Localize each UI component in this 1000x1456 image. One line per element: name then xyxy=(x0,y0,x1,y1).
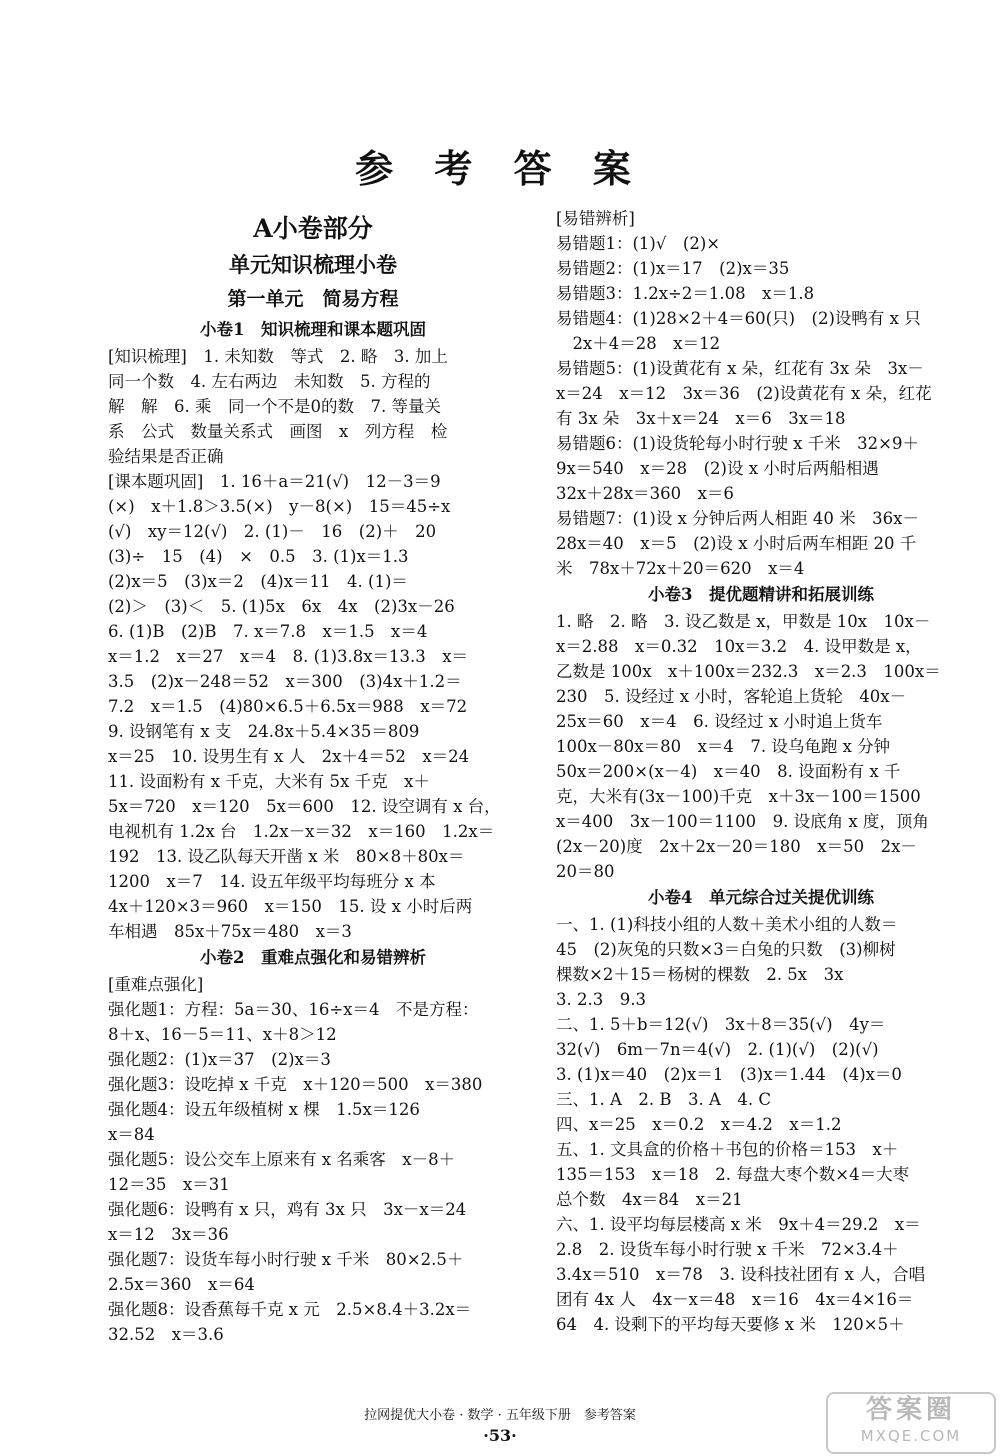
page-title: 参 考 答 案 xyxy=(355,146,645,191)
answer-line: 135＝153 x＝18 2. 每盘大枣个数×4＝大枣 xyxy=(556,1165,910,1184)
answer-line: 192 13. 设乙队每天开凿 x 米 80×8＋80x＝ xyxy=(108,847,465,866)
answer-line: 强化题6：设鸭有 x 只，鸡有 3x 只 3x－x＝24 xyxy=(108,1200,467,1219)
answer-line: 25x＝60 x＝4 6. 设经过 x 小时追上货车 xyxy=(556,712,883,731)
quiz3-answers xyxy=(556,609,966,884)
answer-line: 米 78x＋72x＋20＝620 x＝4 xyxy=(556,559,805,578)
answer-line: 四、x＝25 x＝0.2 x＝4.2 x＝1.2 xyxy=(556,1115,842,1134)
answer-line: 50x＝200×(x－4) x＝40 8. 设面粉有 x 千 xyxy=(556,762,901,781)
answer-line: 1. 略 2. 略 3. 设乙数是 x，甲数是 10x 10x－ xyxy=(556,612,931,631)
answer-line: 9x＝540 x＝28 (2)设 x 小时后两船相遇 xyxy=(556,459,879,478)
answer-line: (2)＞ (3)＜ 5. (1)5x 6x 4x (2)3x－26 xyxy=(108,597,455,616)
unit1-title: 第一单元 简易方程 xyxy=(227,288,399,310)
answer-line: 32x＋28x＝360 x＝6 xyxy=(556,484,734,503)
answer-line: 强化题8：设香蕉每千克 x 元 2.5×8.4＋3.2x＝ xyxy=(108,1300,472,1319)
answer-line: 12＝35 x＝31 xyxy=(108,1175,230,1194)
answer-line: 一、1. (1)科技小组的人数＋美术小组的人数＝ xyxy=(556,915,898,934)
answer-line: [易错辨析] xyxy=(556,209,635,228)
answer-line: (2x－20)度 2x＋2x－20＝180 x＝50 2x－ xyxy=(556,837,917,856)
quiz4-title: 小卷4 单元综合过关提优训练 xyxy=(648,888,874,907)
answer-line: 2x＋4＝28 x＝12 xyxy=(556,334,721,353)
quiz4-answers xyxy=(556,912,966,1337)
answer-line: 2.5x＝360 x＝64 xyxy=(108,1275,255,1294)
answer-line: 6. (1)B (2)B 7. x＝7.8 x＝1.5 x＝4 xyxy=(108,622,428,641)
answer-line: (√) xy＝12(√) 2. (1)－ 16 (2)＋ 20 xyxy=(108,522,437,541)
answer-line: (3)÷ 15 (4) × 0.5 3. (1)x＝1.3 xyxy=(108,547,409,566)
answer-line: 电视机有 1.2x 台 1.2x－x＝32 x＝160 1.2x＝ xyxy=(108,822,495,841)
answer-line: 易错题5：(1)设黄花有 x 朵，红花有 3x 朵 3x－ xyxy=(556,359,924,378)
answer-line: 9. 设钢笔有 x 支 24.8x＋5.4×35＝809 xyxy=(108,722,420,741)
right-column xyxy=(556,206,966,1337)
answer-line: 230 5. 设经过 x 小时，客轮追上货轮 40x－ xyxy=(556,687,907,706)
answer-line: 易错题3：1.2x÷2＝1.08 x＝1.8 xyxy=(556,284,815,303)
quiz1-title: 小卷1 知识梳理和课本题巩固 xyxy=(200,320,426,339)
answer-line: 棵数×2＋15＝杨树的棵数 2. 5x 3x xyxy=(556,965,844,984)
part-title: A小卷部分 xyxy=(253,214,373,243)
answer-line: 100x－80x＝80 x＝4 7. 设乌龟跑 x 分钟 xyxy=(556,737,891,756)
answer-line: 64 4. 设剩下的平均每天要修 x 米 120×5＋ xyxy=(556,1315,905,1334)
answer-line: x＝1.2 x＝27 x＝4 8. (1)3.8x＝13.3 x＝ xyxy=(108,647,469,666)
answer-line: 32.52 x＝3.6 xyxy=(108,1325,224,1344)
answer-line: 强化题1：方程：5a＝30、16÷x＝4 不是方程： xyxy=(108,1000,479,1019)
answer-line: 4x＋120×3＝960 x＝150 15. 设 x 小时后两 xyxy=(108,897,473,916)
answer-line: [知识梳理] 1. 未知数 等式 2. 略 3. 加上 xyxy=(108,347,448,366)
answer-line: 总个数 4x＝84 x＝21 xyxy=(556,1190,743,1209)
answer-line: x＝24 x＝12 3x＝36 (2)设黄花有 x 朵，红花 xyxy=(556,384,932,403)
answer-line: 45 (2)灰兔的只数×3＝白兔的只数 (3)柳树 xyxy=(556,940,896,959)
answer-line: (×) x＋1.8＞3.5(×) y－8(×) 15＝45÷x xyxy=(108,497,451,516)
quiz2-title: 小卷2 重难点强化和易错辨析 xyxy=(200,948,426,967)
answer-line: x＝400 3x－100＝1100 9. 设底角 x 度，顶角 xyxy=(556,812,929,831)
answer-line: 3.5 (2)x－248＝52 x＝300 (3)4x＋1.2＝ xyxy=(108,672,462,691)
answer-line: 7.2 x＝1.5 (4)80×6.5＋6.5x＝988 x＝72 xyxy=(108,697,468,716)
answer-line: 易错题4：(1)28×2＋4＝60(只) (2)设鸭有 x 只 xyxy=(556,309,921,328)
watermark-text: 答案圈 xyxy=(865,1395,956,1425)
answer-line: 系 公式 数量关系式 画图 x 列方程 检 xyxy=(108,422,448,441)
answer-line: 3. (1)x＝40 (2)x＝1 (3)x＝1.44 (4)x＝0 xyxy=(556,1065,902,1084)
answer-line: 强化题7：设货车每小时行驶 x 千米 80×2.5＋ xyxy=(108,1250,464,1269)
answer-line: 11. 设面粉有 x 千克，大米有 5x 千克 x＋ xyxy=(108,772,430,791)
quiz2-answers xyxy=(108,972,518,1347)
answer-line: 车相遇 85x＋75x＝480 x＝3 xyxy=(108,922,352,941)
answer-line: 32(√) 6m－7n＝4(√) 2. (1)(√) (2)(√) xyxy=(556,1040,879,1059)
left-column xyxy=(108,206,518,1347)
answer-line: 强化题4：设五年级植树 x 棵 1.5x＝126 xyxy=(108,1100,420,1119)
error-analysis-answers xyxy=(556,206,966,581)
answer-line: 验结果是否正确 xyxy=(108,447,224,466)
answer-line: 乙数是 100x x＋100x＝232.3 x＝2.3 100x＝ xyxy=(556,662,941,681)
page-footer: 拉网提优大小卷 · 数学 · 五年级下册 参考答案 xyxy=(364,1408,636,1423)
answer-line: 8＋x、16－5＝11、x＋8＞12 xyxy=(108,1025,337,1044)
answer-line: 五、1. 文具盒的价格＋书包的价格＝153 x＋ xyxy=(556,1140,899,1159)
answer-line: 2.8 2. 设货车每小时行驶 x 千米 72×3.4＋ xyxy=(556,1240,899,1259)
answer-line: 克，大米有(3x－100)千克 x＋3x－100＝1500 xyxy=(556,787,921,806)
answer-line: 强化题3：设吃掉 x 千克 x＋120＝500 x＝380 xyxy=(108,1075,483,1094)
answer-line: 三、1. A 2. B 3. A 4. C xyxy=(556,1090,772,1109)
answer-line: 六、1. 设平均每层楼高 x 米 9x＋4＝29.2 x＝ xyxy=(556,1215,921,1234)
answer-line: 有 3x 朵 3x＋x＝24 x＝6 3x＝18 xyxy=(556,409,846,428)
answer-line: 20＝80 xyxy=(556,862,615,881)
answer-line: 5x＝720 x＝120 5x＝600 12. 设空调有 x 台， xyxy=(108,797,501,816)
answer-line: 同一个数 4. 左右两边 未知数 5. 方程的 xyxy=(108,372,431,391)
answer-line: 强化题5：设公交车上原来有 x 名乘客 x－8＋ xyxy=(108,1150,456,1169)
answer-line: 易错题6：(1)设货轮每小时行驶 x 千米 32×9＋ xyxy=(556,434,919,453)
answer-line: 二、1. 5＋b＝12(√) 3x＋8＝35(√) 4y＝ xyxy=(556,1015,886,1034)
answer-line: 易错题7：(1)设 x 分钟后两人相距 40 米 36x－ xyxy=(556,509,919,528)
watermark-logo xyxy=(826,1392,996,1454)
answer-line: 易错题2：(1)x＝17 (2)x＝35 xyxy=(556,259,790,278)
answer-line: x＝2.88 x＝0.32 10x＝3.2 4. 设甲数是 x， xyxy=(556,637,922,656)
answer-line: 易错题1：(1)√ (2)× xyxy=(556,234,721,253)
answer-line: [课本题巩固] 1. 16＋a＝21(√) 12－3＝9 xyxy=(108,472,441,491)
answer-line: 团有 4x 人 4x－x＝48 x＝16 4x＝4×16＝ xyxy=(556,1290,914,1309)
quiz3-title: 小卷3 提优题精讲和拓展训练 xyxy=(648,585,874,604)
answer-line: 强化题2：(1)x＝37 (2)x＝3 xyxy=(108,1050,331,1069)
quiz1-answers xyxy=(108,344,518,944)
answer-line: x＝25 10. 设男生有 x 人 2x＋4＝52 x＝24 xyxy=(108,747,470,766)
page-number: ·53· xyxy=(483,1426,517,1445)
answer-line: 28x＝40 x＝5 (2)设 x 小时后两车相距 20 千 xyxy=(556,534,917,553)
answer-line: x＝12 3x＝36 xyxy=(108,1225,229,1244)
unit-title: 单元知识梳理小卷 xyxy=(229,252,397,277)
answer-line: x＝84 xyxy=(108,1125,155,1144)
answer-line: 1200 x＝7 14. 设五年级平均每班分 x 本 xyxy=(108,872,436,891)
answer-line: 3.4x＝510 x＝78 3. 设科技社团有 x 人，合唱 xyxy=(556,1265,926,1284)
answer-line: (2)x＝5 (3)x＝2 (4)x＝11 4. (1)＝ xyxy=(108,572,408,591)
answer-line: 解 解 6. 乘 同一个不是0的数 7. 等量关 xyxy=(108,397,441,416)
answer-line: 3. 2.3 9.3 xyxy=(556,990,646,1009)
watermark-url: MXQE.COM xyxy=(860,1427,962,1445)
answer-line: [重难点强化] xyxy=(108,975,204,994)
